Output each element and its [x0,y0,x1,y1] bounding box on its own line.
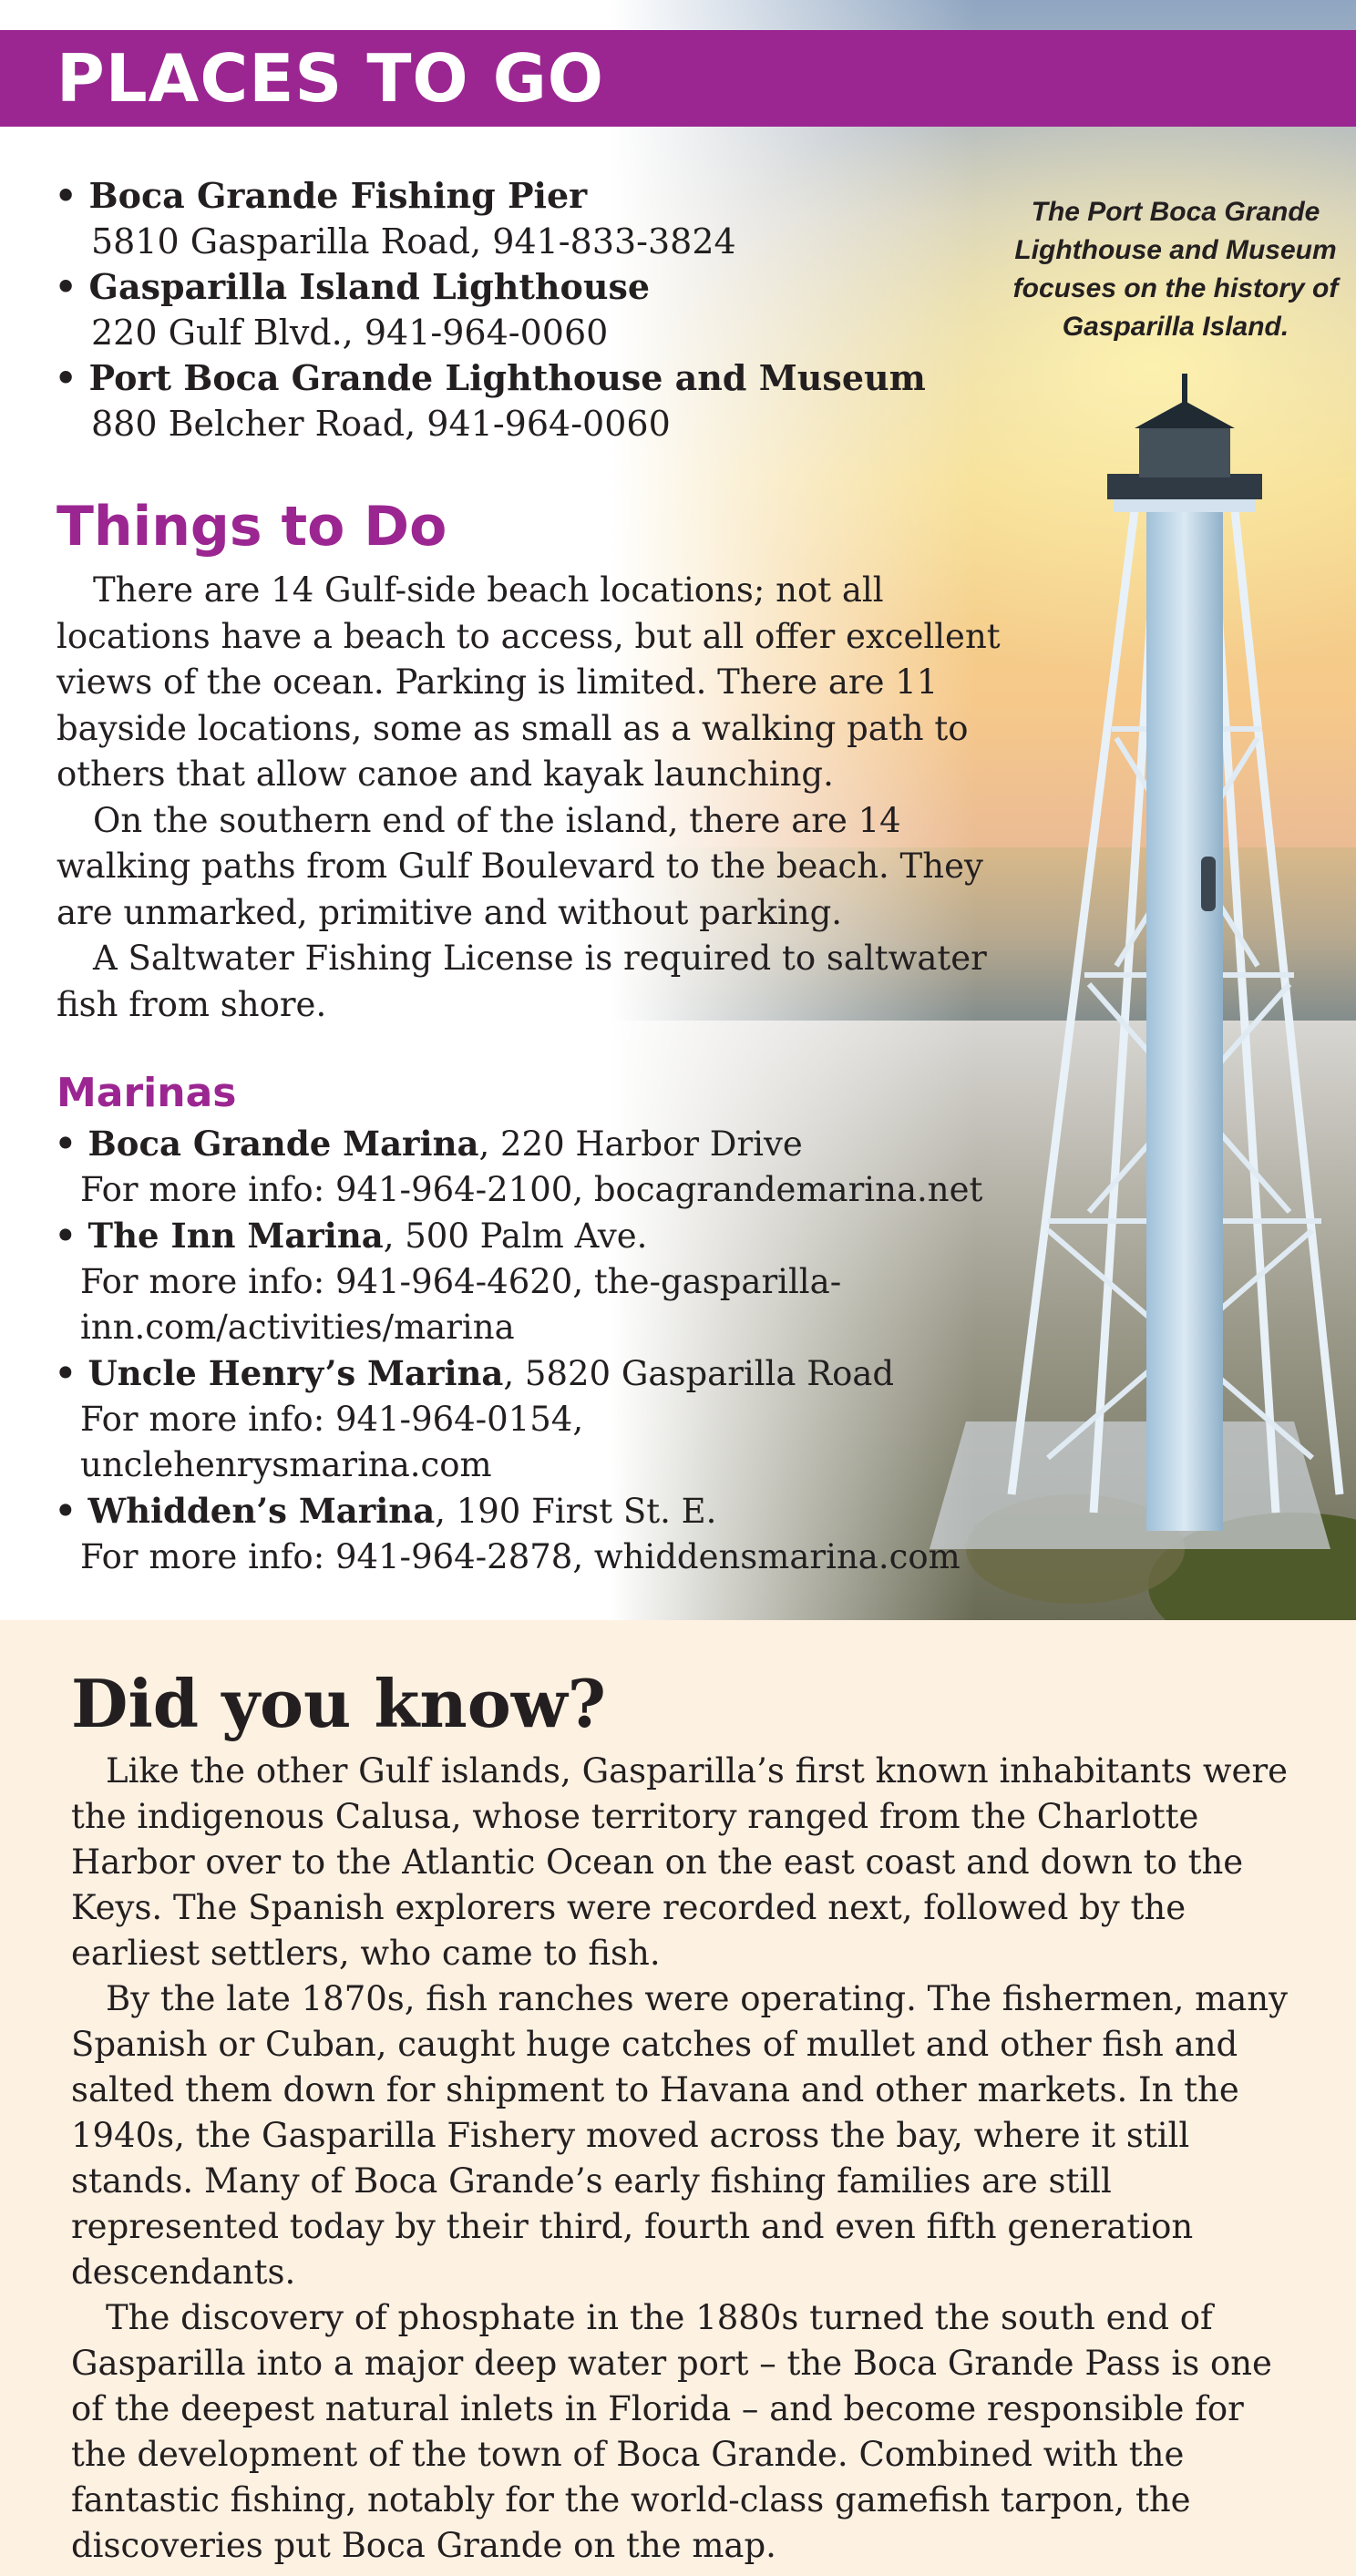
did-you-know-heading: Did you know? [71,1665,606,1742]
marina-name: • Boca Grande Marina [55,1124,479,1164]
marina-info: For more info: 941-964-2100, bocagrandemarina.net [80,1170,983,1209]
paragraph: A Saltwater Fishing License is required to saltwater fish from shore. [56,939,987,1024]
paragraph: Like the other Gulf islands, Gasparilla’s first known inhabitants were the indigenous Calusa, whose territory ranged from the Charlotte Harbor over to the Atlantic Ocean on the east coast and down to the Keys. The Spanish explorers were recorded next, followed by the earliest settlers, who came to fish. [71,1751,1289,1973]
marina-name: • Uncle Henry’s Marina [55,1353,504,1393]
list-item [55,1121,1012,1213]
things-to-do-body [56,568,1013,1028]
list-item [55,264,966,355]
things-to-do-heading: Things to Do [56,495,447,559]
list-item [55,1213,1012,1350]
marina-address: , 5820 Gasparilla Road [503,1354,895,1393]
marina-info: For more info: 941-964-0154, unclehenrysmarina.com [80,1400,584,1484]
did-you-know-body [71,1749,1292,2569]
photo-caption: The Port Boca Grande Lighthouse and Museum focuses on the history of Gasparilla Island. [1012,197,1339,342]
paragraph: On the southern end of the island, there are 14 walking paths from Gulf Boulevard to the beach. They are unmarked, primitive and without parking. [56,800,983,932]
places-list [55,173,966,446]
page-title: PLACES TO GO [56,40,605,117]
marina-name: • The Inn Marina [55,1216,384,1256]
marinas-heading: Marinas [56,1070,237,1116]
list-item [55,1488,1012,1580]
marinas-list [55,1121,1012,1580]
place-address: 5810 Gasparilla Road, 941-833-3824 [91,221,736,262]
list-item [55,1350,1012,1488]
list-item [55,173,966,264]
marina-name: • Whidden’s Marina [55,1491,436,1531]
marina-info: For more info: 941-964-2878, whiddensmarina.com [80,1537,960,1576]
place-address: 220 Gulf Blvd., 941-964-0060 [91,313,609,353]
marina-address: , 500 Palm Ave. [383,1216,648,1256]
marina-address: , 190 First St. E. [435,1492,717,1531]
paragraph: There are 14 Gulf-side beach locations; not all locations have a beach to access, but all offer excellent views of the ocean. Parking is limited. There are 11 bayside locations, some as small as a walking path to others that allow canoe and kayak launching. [56,570,1001,794]
marina-address: , 220 Harbor Drive [478,1124,803,1164]
marina-info: For more info: 941-964-4620, the-gasparilla-inn.com/activities/marina [80,1262,842,1347]
paragraph: The discovery of phosphate in the 1880s turned the south end of Gasparilla into a major deep water port – the Boca Grande Pass is one of the deepest natural inlets in Florida – and become responsible for the development of the town of Boca Grande. Combined with the fantastic fishing, notably for the world-class gamefish tarpon, the discoveries put Boca Grande on the map. [71,2298,1272,2565]
list-item [55,355,966,446]
place-name: • Gasparilla Island Lighthouse [55,266,651,307]
place-name: • Port Boca Grande Lighthouse and Museum [55,357,926,398]
paragraph: By the late 1870s, fish ranches were operating. The fishermen, many Spanish or Cuban, caught huge catches of mullet and other fish and salted them down for shipment to Havana and other markets. In the 1940s, the Gasparilla Fishery moved across the bay, where it still stands. Many of Boca Grande’s early fishing families are still represented today by their third, fourth and even fifth generation descendants. [71,1979,1289,2292]
place-name: • Boca Grande Fishing Pier [55,175,588,216]
place-address: 880 Belcher Road, 941-964-0060 [91,404,671,444]
